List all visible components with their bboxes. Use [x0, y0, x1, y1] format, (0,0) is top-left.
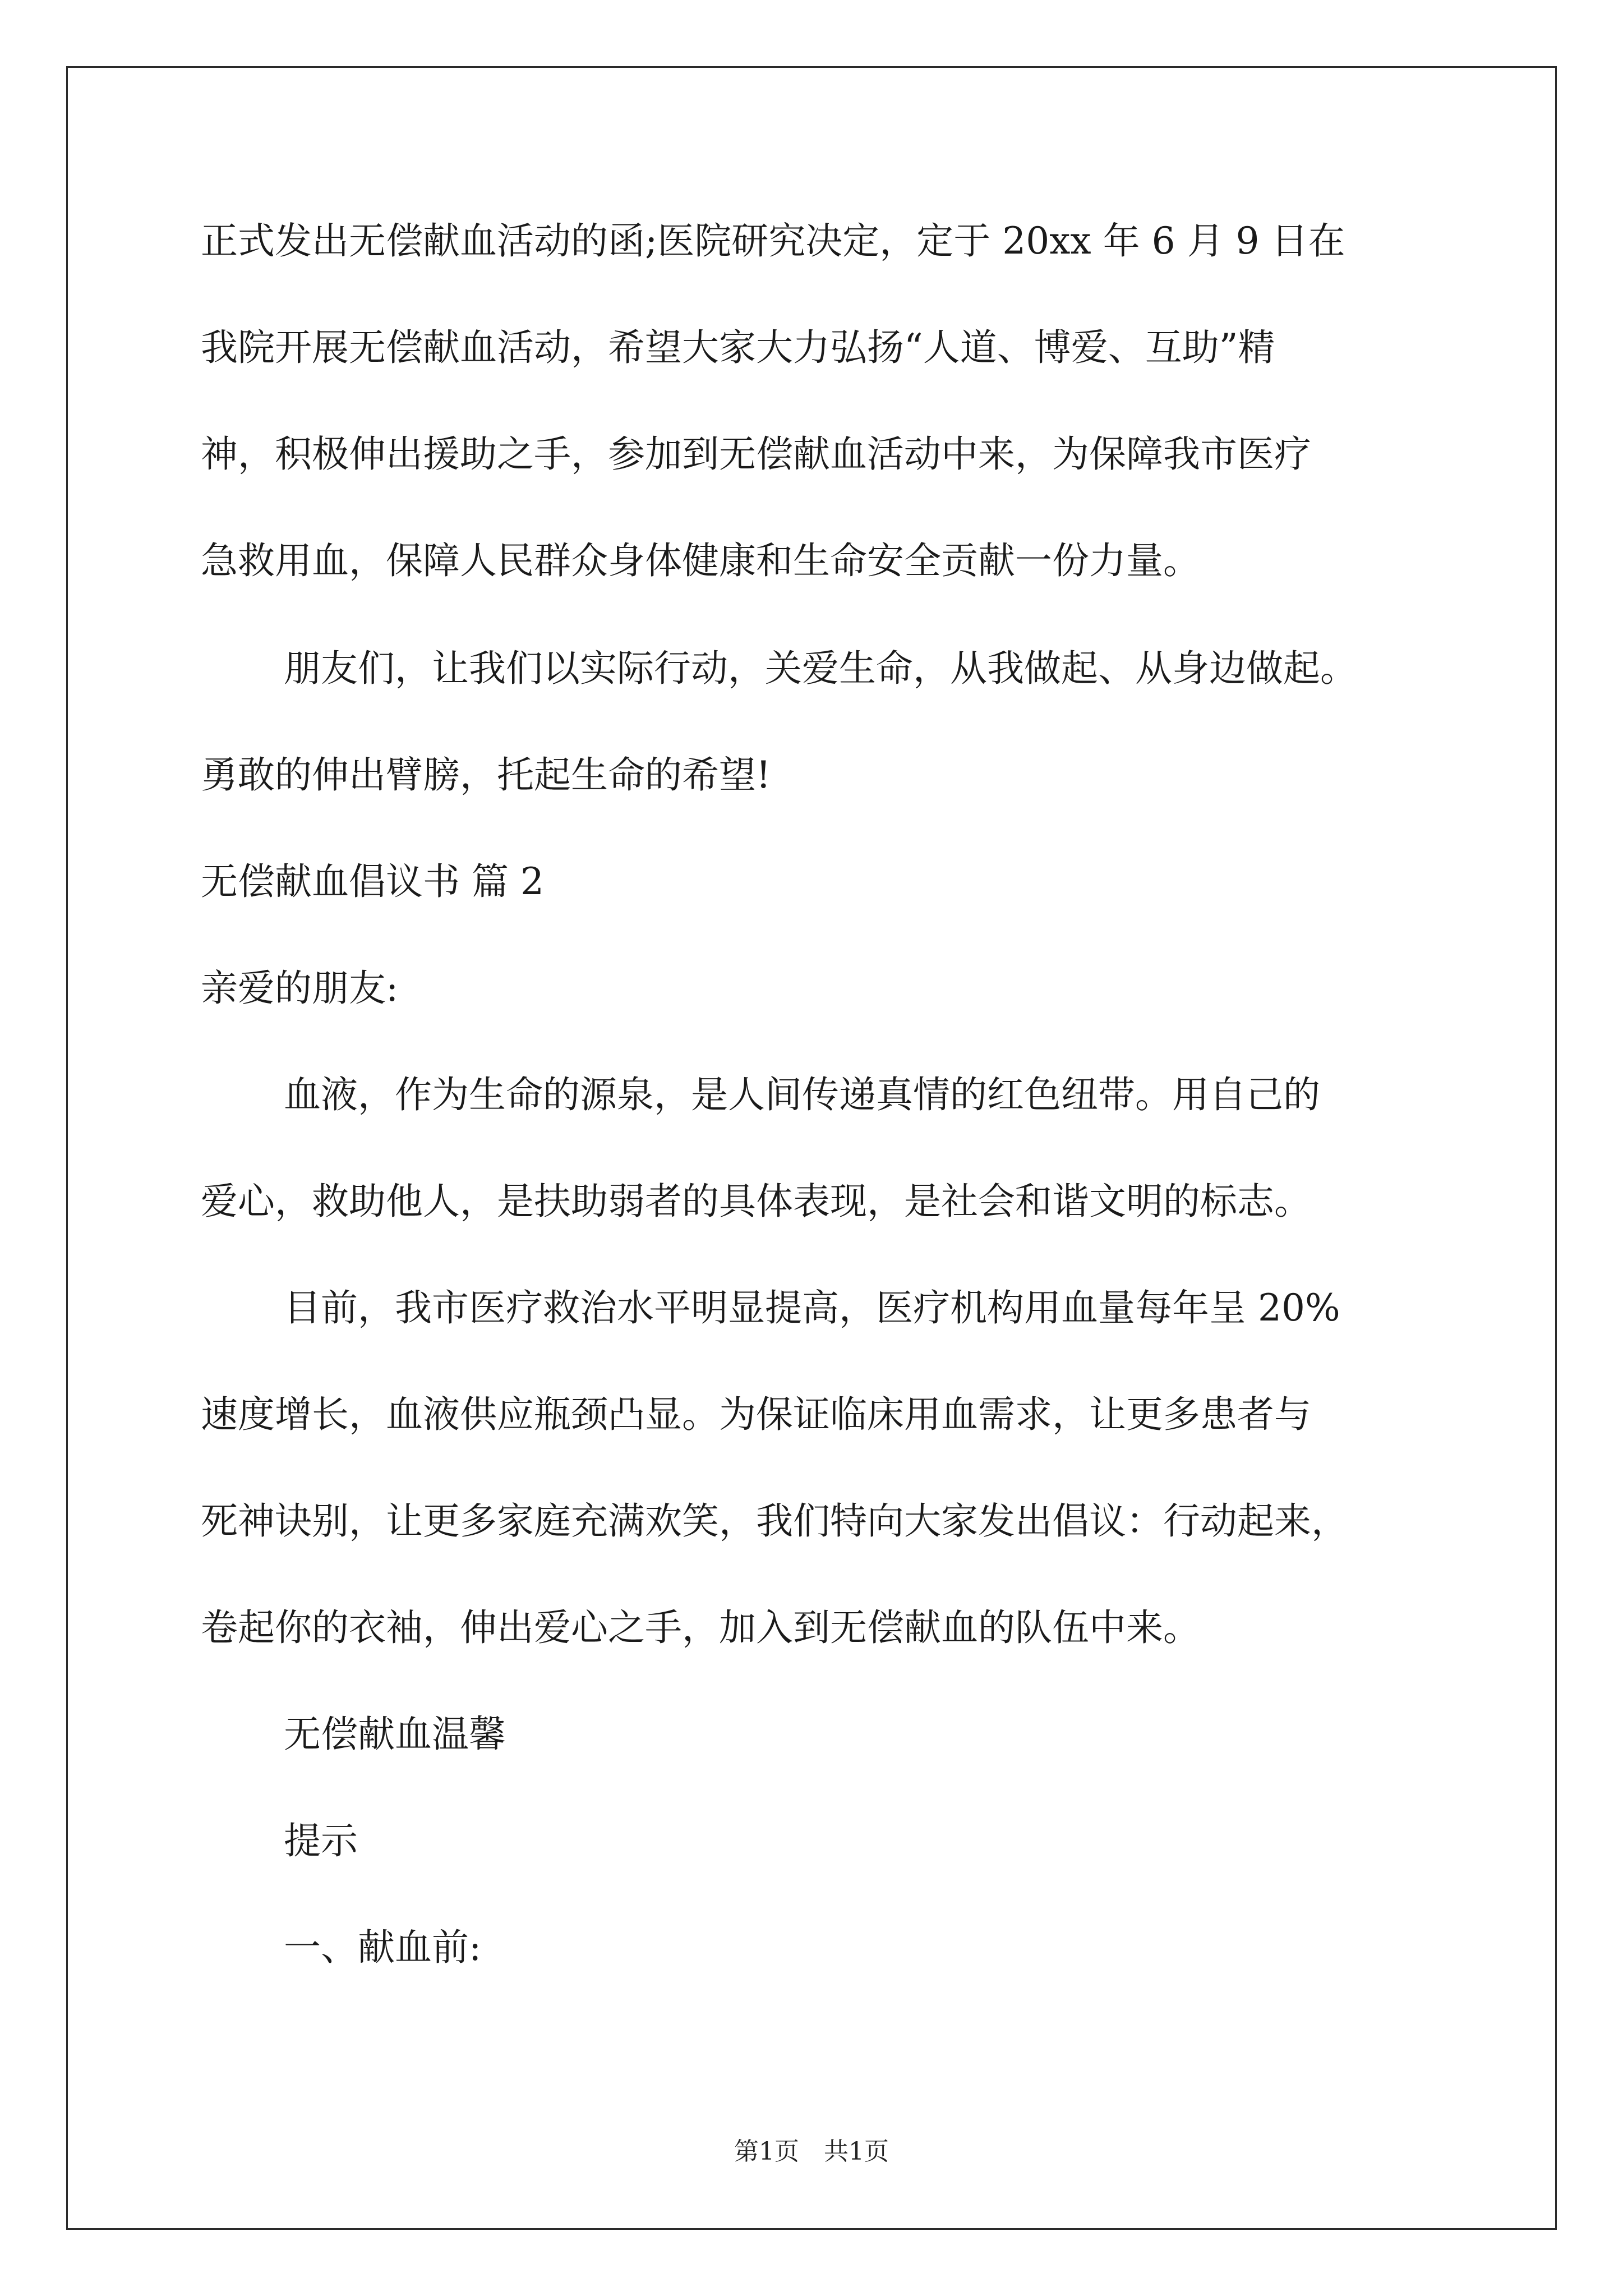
body-line: 死神诀别，让更多家庭充满欢笑，我们特向大家发出倡议：行动起来， — [201, 1499, 1348, 1543]
body-line: 提示 — [284, 1819, 358, 1862]
body-line: 正式发出无偿献血活动的函;医院研究决定，定于 20xx 年 6 月 9 日在 — [201, 219, 1345, 263]
body-line: 神，积极伸出援助之手，参加到无偿献血活动中来，为保障我市医疗 — [201, 432, 1311, 476]
body-line: 一、献血前: — [284, 1926, 482, 1969]
body-line: 血液，作为生命的源泉，是人间传递真情的红色纽带。用自己的 — [284, 1073, 1320, 1116]
body-line: 勇敢的伸出臂膀，托起生命的希望! — [201, 753, 771, 797]
body-line: 急救用血，保障人民群众身体健康和生命安全贡献一份力量。 — [201, 539, 1200, 582]
section-heading: 无偿献血倡议书 篇 2 — [201, 860, 544, 903]
body-line: 爱心，救助他人，是扶助弱者的具体表现，是社会和谐文明的标志。 — [201, 1180, 1311, 1223]
page-total: 共1页 — [824, 2137, 889, 2166]
body-line: 我院开展无偿献血活动，希望大家大力弘扬“人道、博爱、互助”精 — [201, 326, 1275, 369]
body-line: 目前，我市医疗救治水平明显提高，医疗机构用血量每年呈 20% — [284, 1286, 1340, 1329]
page-footer — [0, 2135, 1623, 2169]
body-line: 朋友们，让我们以实际行动，关爱生命，从我做起、从身边做起。 — [284, 647, 1357, 690]
page-number: 第1页 — [734, 2137, 799, 2166]
salutation: 亲爱的朋友: — [201, 967, 399, 1010]
body-line: 卷起你的衣袖，伸出爱心之手，加入到无偿献血的队伍中来。 — [201, 1606, 1200, 1649]
page-border — [66, 66, 1557, 2230]
body-line: 无偿献血温馨 — [284, 1713, 506, 1756]
body-line: 速度增长，血液供应瓶颈凸显。为保证临床用血需求，让更多患者与 — [201, 1393, 1311, 1436]
